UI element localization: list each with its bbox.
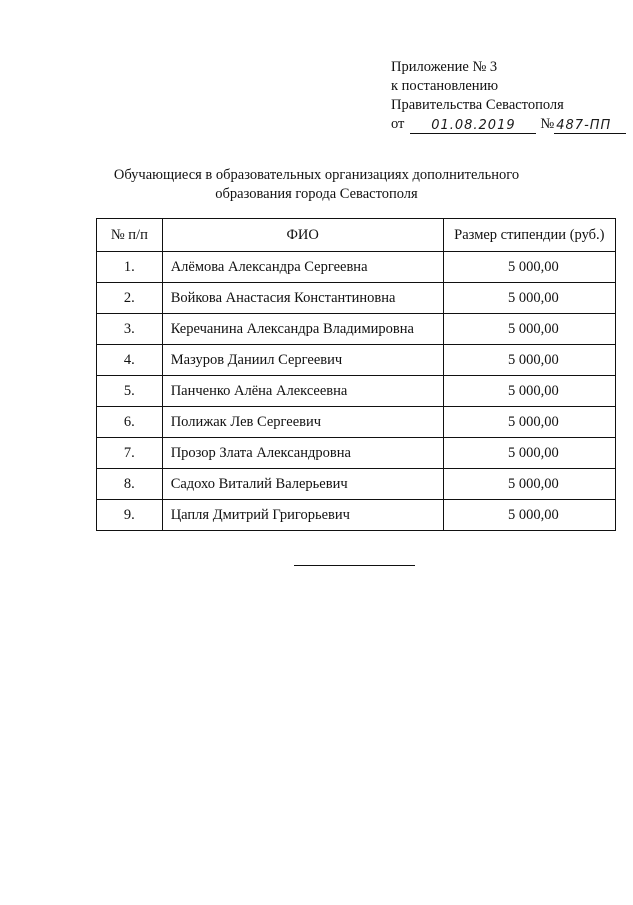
row-number: 9. — [97, 500, 163, 531]
table-row — [97, 469, 616, 500]
row-amount: 5 000,00 — [507, 320, 559, 337]
row-number: 1. — [97, 252, 163, 283]
row-number: 4. — [97, 345, 163, 376]
table-row — [97, 314, 616, 345]
table-row — [97, 252, 616, 283]
row-number: 2. — [97, 283, 163, 314]
row-number: 5. — [97, 376, 163, 407]
date-prefix: от — [391, 116, 405, 132]
appendix-authority: Правительства Севастополя — [391, 97, 564, 113]
title-line-1: Обучающиеся в образовательных организациях дополнительного — [113, 167, 520, 183]
row-amount: 5 000,00 — [507, 413, 559, 430]
row-name: Войкова Анастасия Константиновна — [162, 283, 443, 314]
row-name: Керечанина Александра Владимировна — [162, 314, 443, 345]
row-amount: 5 000,00 — [507, 475, 559, 492]
table-row — [97, 283, 616, 314]
row-number: 6. — [97, 407, 163, 438]
table-row — [97, 345, 616, 376]
appendix-header — [391, 58, 626, 134]
decree-date-handwritten: 01.08.2019 — [410, 118, 536, 134]
row-amount: 5 000,00 — [507, 258, 559, 275]
row-number: 8. — [97, 469, 163, 500]
table-row — [97, 407, 616, 438]
appendix-reference: к постановлению — [391, 78, 499, 94]
row-name: Полижак Лев Сергеевич — [162, 407, 443, 438]
row-name: Прозор Злата Александровна — [162, 438, 443, 469]
document-title — [0, 166, 633, 204]
row-amount: 5 000,00 — [507, 351, 559, 368]
row-name: Садохо Виталий Валерьевич — [162, 469, 443, 500]
row-name: Алёмова Александра Сергеевна — [162, 252, 443, 283]
row-number: 3. — [97, 314, 163, 345]
appendix-title: Приложение № 3 — [391, 59, 498, 75]
row-name: Панченко Алёна Алексеевна — [162, 376, 443, 407]
row-name: Мазуров Даниил Сергеевич — [162, 345, 443, 376]
header-amount: Размер стипендии (руб.) — [443, 219, 615, 252]
number-prefix: № — [540, 116, 555, 132]
table-row — [97, 500, 616, 531]
table-header-row — [97, 219, 616, 252]
row-amount: 5 000,00 — [507, 506, 559, 523]
decree-number-handwritten: 487-ПП — [554, 118, 626, 134]
scholarship-table — [96, 218, 616, 531]
row-amount: 5 000,00 — [507, 444, 559, 461]
row-amount: 5 000,00 — [507, 382, 559, 399]
table-row — [97, 376, 616, 407]
closing-divider-line — [294, 565, 415, 566]
decree-date-number-line — [391, 115, 626, 134]
row-name: Цапля Дмитрий Григорьевич — [162, 500, 443, 531]
table-row — [97, 438, 616, 469]
header-number: № п/п — [97, 219, 163, 252]
header-name: ФИО — [162, 219, 443, 252]
row-number: 7. — [97, 438, 163, 469]
row-amount: 5 000,00 — [507, 289, 559, 306]
title-line-2: образования города Севастополя — [215, 186, 418, 202]
